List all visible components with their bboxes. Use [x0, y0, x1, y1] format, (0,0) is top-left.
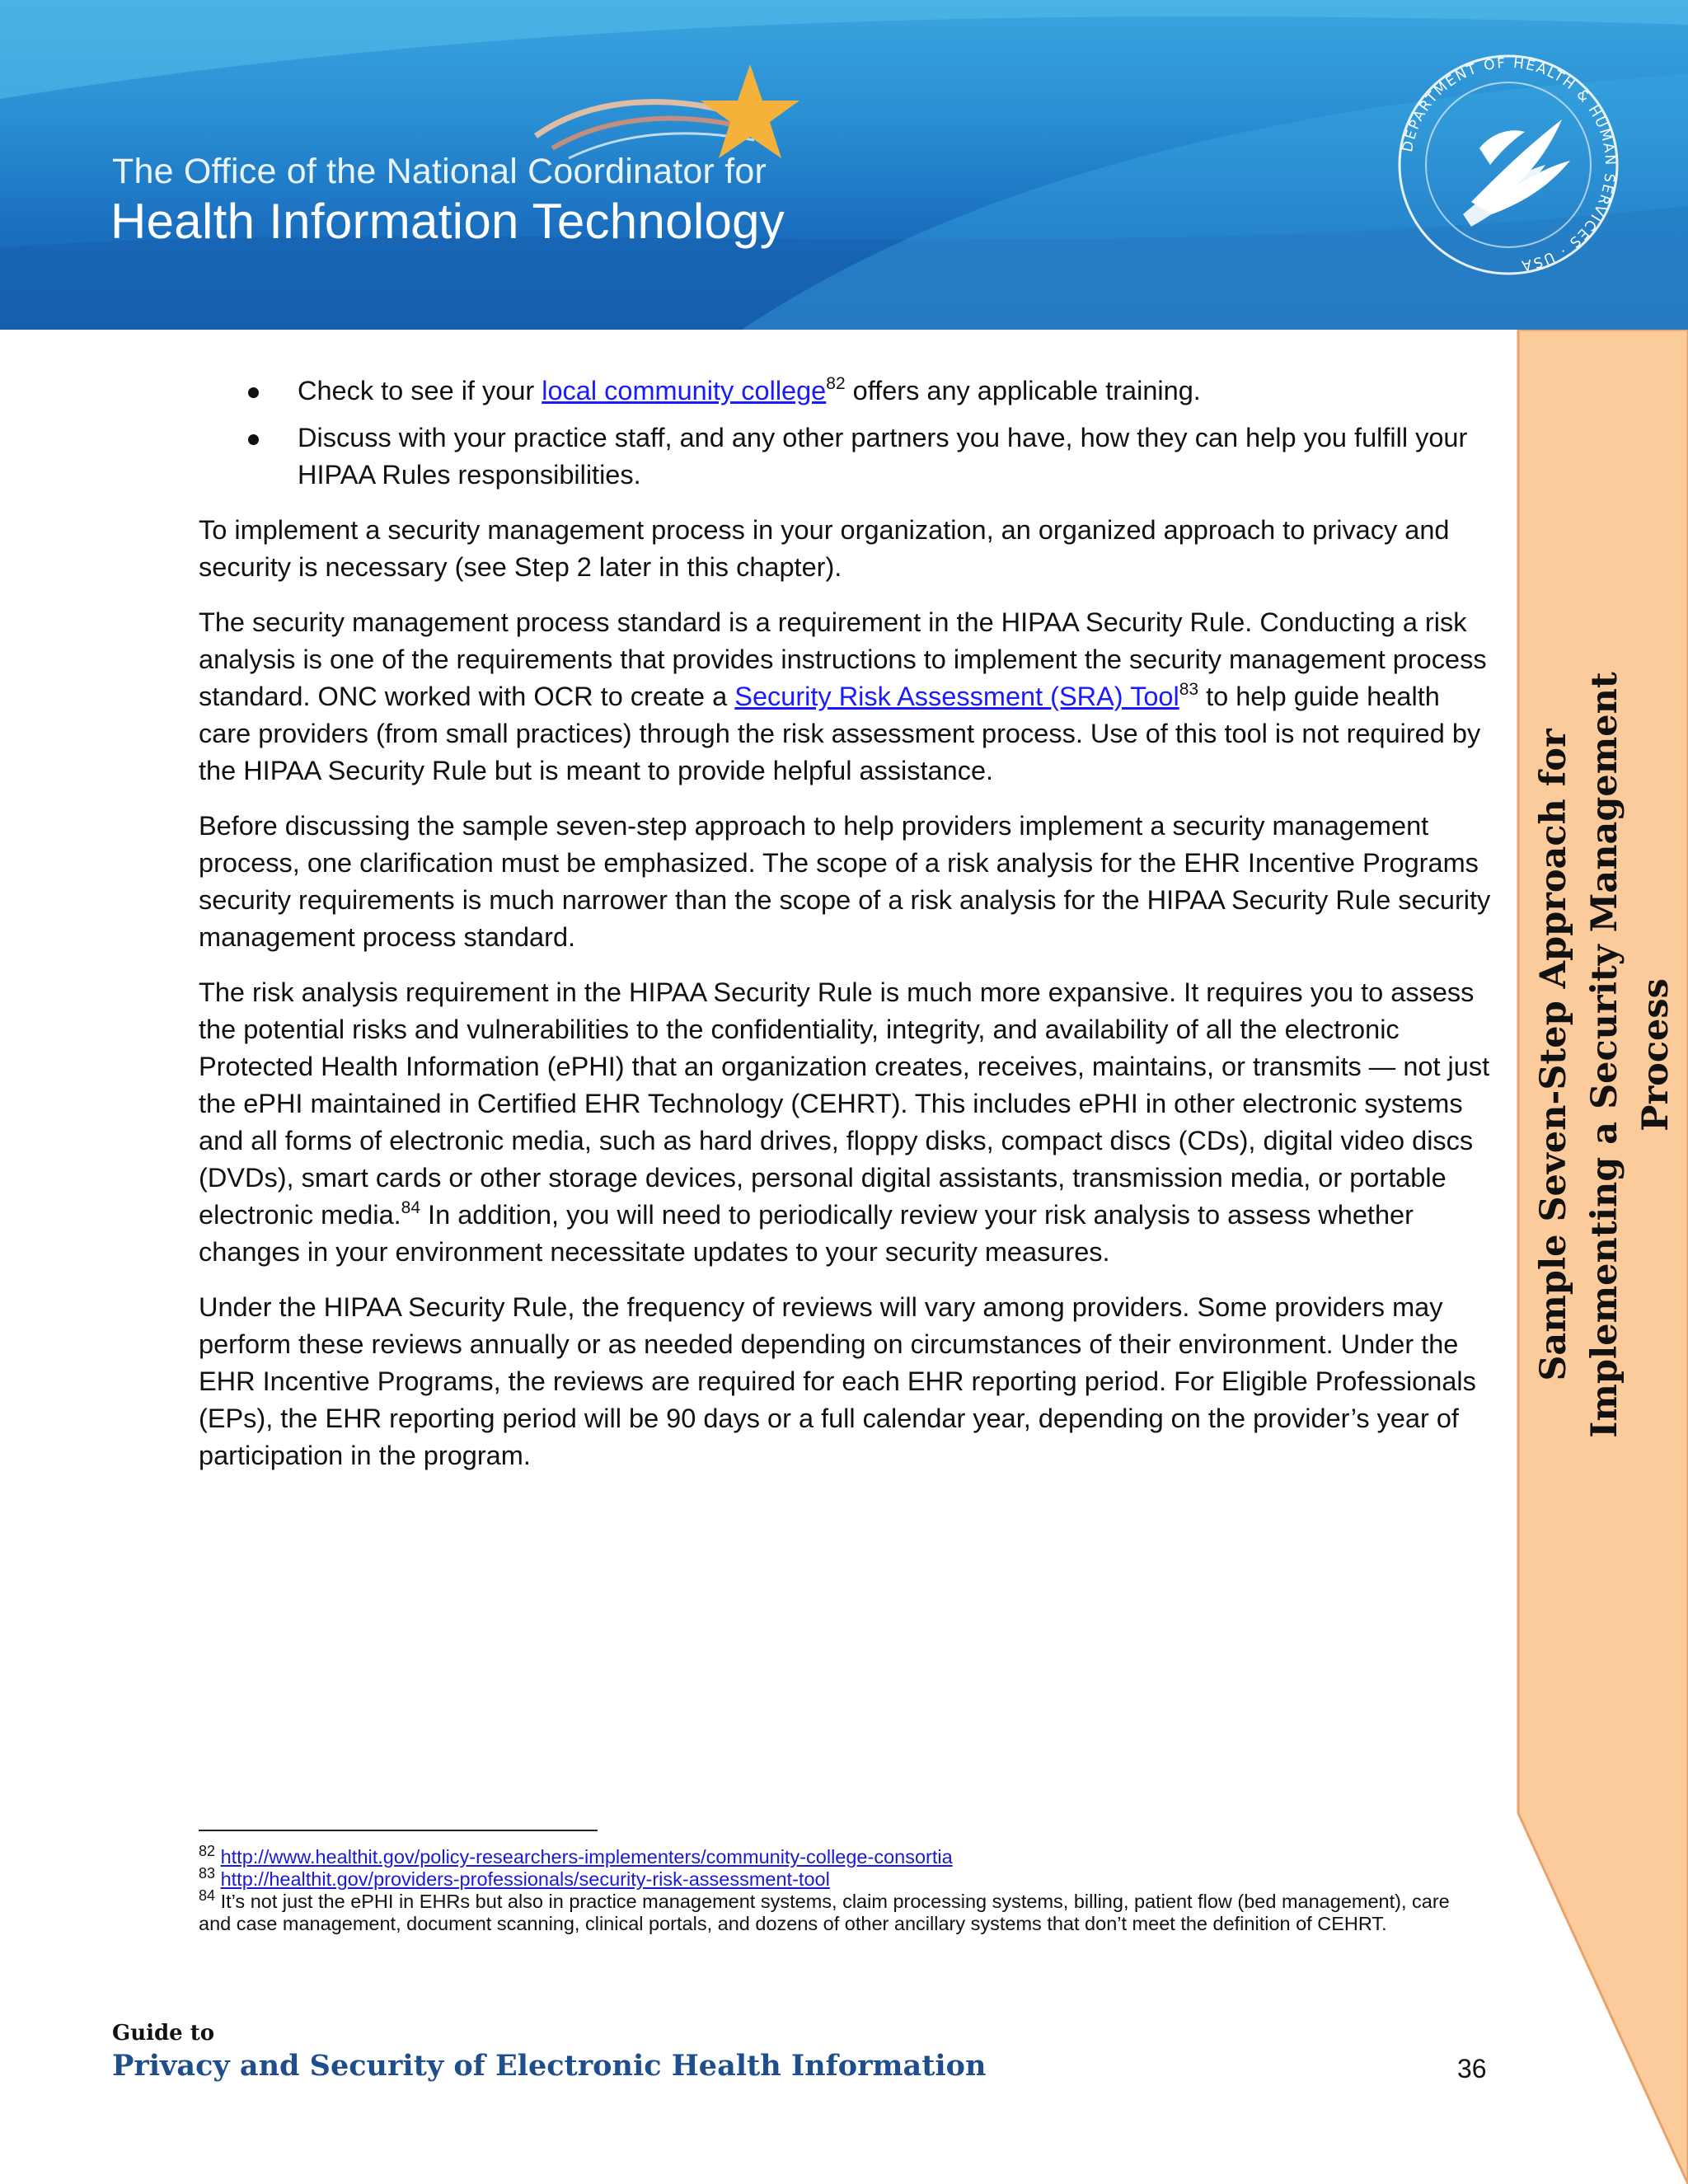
footnotes: [199, 1843, 1484, 1935]
footnote-ref-83[interactable]: 83: [1179, 680, 1199, 699]
paragraph-review-frequency: Under the HIPAA Security Rule, the frequency of reviews will vary among providers. Some providers may perform these reviews annually or as needed depending on circumstances of their environment. Under the EHR Incentive Programs, the reviews are required for each EHR reporting period. For Eligible Professionals (EPs), the EHR reporting period will be 90 days or a full calendar year, depending on the provider’s year of participation in the program.: [199, 1292, 1476, 1470]
footer-document-title: Privacy and Security of Electronic Health Information: [112, 2049, 987, 2083]
side-title-line1: Sample Seven-Step Approach for: [1533, 729, 1574, 1381]
footer-guide-label: Guide to: [112, 2021, 215, 2046]
paragraph-security-management: The security management process standard is a requirement in the HIPAA Security Rule. Conducting a risk analysis is one of the requirements that provides instructions to implement the security management process standard. ONC worked with OCR to create a Security Risk Assessment (SRA) Tool$^{83}$ to help guide health care providers (from small practices) through the risk assessment process. Use of this tool is not required by the HIPAA Security Rule but is meant to provide helpful assistance.: [199, 607, 1487, 785]
footnote-84: $^{84}$ It’s not just the ePHI in EHRs but also in practice management systems, claim processing systems, billing, patient flow (bed management), care and case management, document scanning, clinical portals, and dozens of other ancillary systems that don’t meet the definition of CEHRT.: [199, 1887, 1450, 1934]
org-name-line2: Health Information Technology: [110, 194, 785, 249]
footnote-separator: [199, 1830, 598, 1831]
local-community-college-link[interactable]: local community college: [542, 376, 827, 405]
sra-tool-link[interactable]: Security Risk Assessment (SRA) Tool: [734, 682, 1179, 711]
chapter-side-title: [1535, 602, 1675, 1508]
header-banner: [0, 0, 1688, 330]
side-title-line2: Implementing a Security Management Process: [1584, 672, 1676, 1438]
page-number: 36: [1457, 2054, 1487, 2083]
svg-text:DEPARTMENT OF HEALTH & HUMAN S: DEPARTMENT OF HEALTH & HUMAN SERVICES · USA: [1399, 54, 1619, 274]
bullet-dot-icon: [248, 434, 259, 445]
org-name-line1: The Office of the National Coordinator for: [112, 152, 767, 191]
bullet-dot-icon: [248, 387, 259, 398]
bullet-item-staff: Discuss with your practice staff, and any other partners you have, how they can help you fulfill your HIPAA Rules responsibilities.: [199, 419, 1493, 494]
paragraph-organized-approach: To implement a security management process in your organization, an organized approach to privacy and security is necessary (see Step 2 later in this chapter).: [199, 515, 1450, 582]
main-content: [199, 373, 1493, 1474]
footnote-ref-84[interactable]: 84: [401, 1198, 421, 1217]
footnote-82: $^{82}$ http://www.healthit.gov/policy-researchers-implementers/community-college-consortia: [199, 1843, 953, 1868]
hhs-seal-icon: [1393, 49, 1624, 280]
bullet-item-training: Check to see if your local community college$^{82}$ offers any applicable training.: [199, 373, 1493, 410]
footnote-83: $^{83}$ http://healthit.gov/providers-professionals/security-risk-assessment-tool: [199, 1865, 830, 1890]
footnote-83-link[interactable]: http://healthit.gov/providers-professionals/security-risk-assessment-tool: [220, 1868, 830, 1890]
paragraph-risk-analysis: The risk analysis requirement in the HIPAA Security Rule is much more expansive. It requires you to assess the potential risks and vulnerabilities to the confidentiality, integrity, and availability of all the electronic Protected Health Information (ePHI) that an organization creates, receives, maintains, or transmits — not just the ePHI maintained in Certified EHR Technology (CEHRT). This includes ePHI in other electronic systems and all forms of electronic media, such as hard drives, floppy disks, compact discs (CDs), digital video discs (DVDs), smart cards or other storage devices, personal digital assistants, transmission media, or portable electronic media.$^{84}$ In addition, you will need to periodically review your risk analysis to assess whether changes in your environment necessitate updates to your security measures.: [199, 977, 1490, 1267]
paragraph-clarification: Before discussing the sample seven-step approach to help providers implement a security management process, one clarification must be emphasized. The scope of a risk analysis for the EHR Incentive Programs security requirements is much narrower than the scope of a risk analysis for the HIPAA Security Rule security management process standard.: [199, 811, 1491, 952]
footnote-82-link[interactable]: http://www.healthit.gov/policy-researchers-implementers/community-college-consortia: [220, 1846, 953, 1868]
footnote-ref-82[interactable]: 82: [826, 374, 846, 393]
bullet-list: [199, 373, 1493, 494]
